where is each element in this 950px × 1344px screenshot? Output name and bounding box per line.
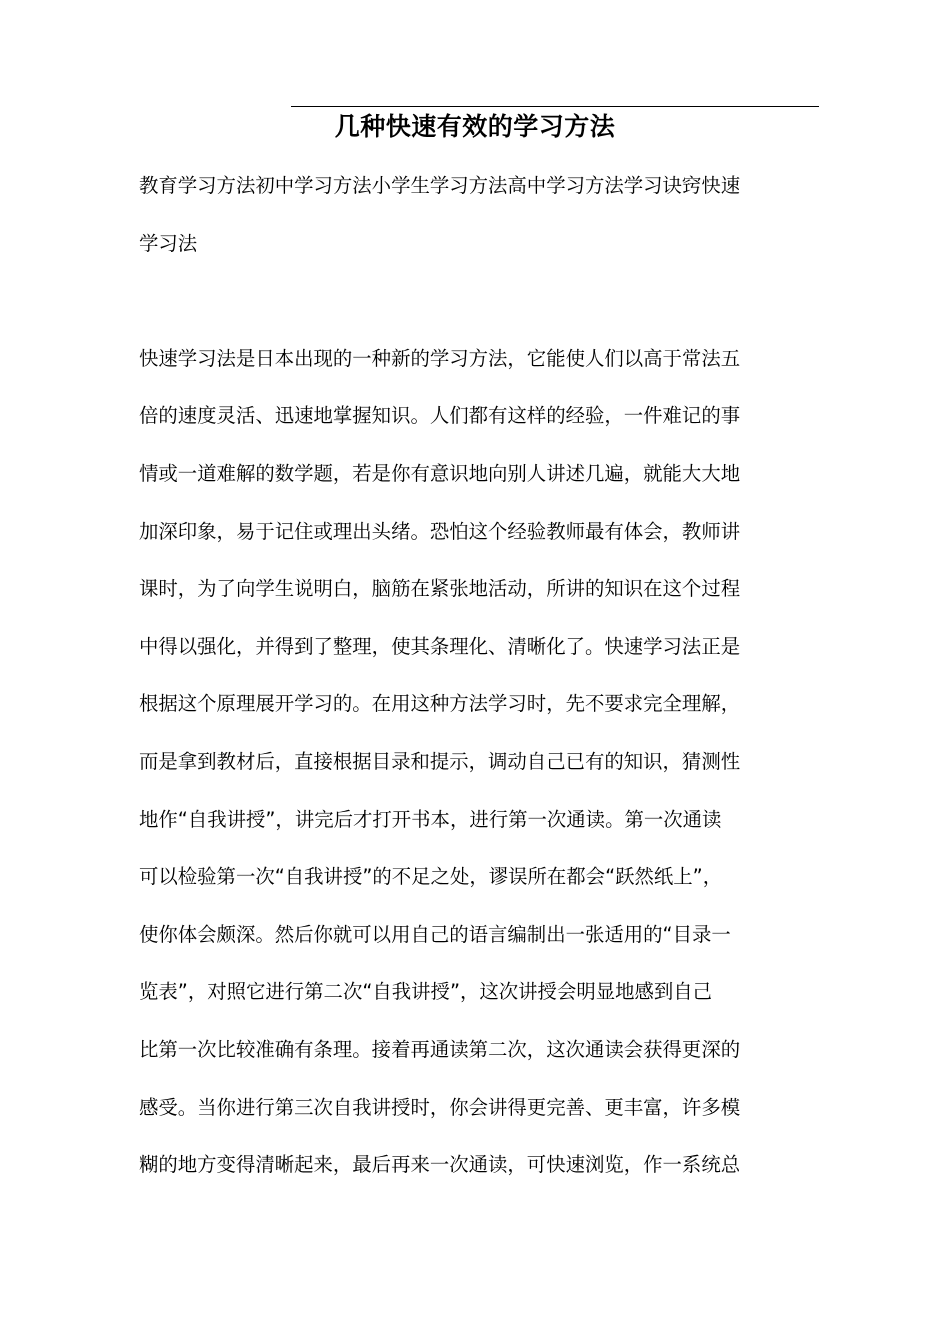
body-line: 加深印象，易于记住或理出头绪。恐怕这个经验教师最有体会，教师讲 [139, 519, 741, 543]
body-line: 可以检验第一次“自我讲授”的不足之处，谬误所在都会“跃然纸上”， [139, 865, 723, 889]
document-content [139, 157, 805, 1194]
page-title: 几种快速有效的学习方法 [334, 112, 616, 141]
tags-line: 学习法 [139, 231, 198, 255]
body-line: 倍的速度灵活、迅速地掌握知识。人们都有这样的经验，一件难记的事 [139, 404, 741, 428]
body-line: 使你体会颇深。然后你就可以用自己的语言编制出一张适用的“目录一 [139, 922, 731, 946]
body-line: 课时，为了向学生说明白，脑筋在紧张地活动，所讲的知识在这个过程 [139, 577, 741, 601]
body-line: 览表”，对照它进行第二次“自我讲授”，这次讲授会明显地感到自己 [139, 980, 713, 1004]
tags-line: 教育学习方法初中学习方法小学生学习方法高中学习方法学习诀窍快速 [139, 174, 741, 197]
body-line: 而是拿到教材后，直接根据目录和提示，调动自己已有的知识，猜测性 [139, 749, 741, 773]
body-line: 中得以强化，并得到了整理，使其条理化、清晰化了。快速学习法正是 [139, 634, 741, 658]
body-line: 情或一道难解的数学题，若是你有意识地向别人讲述几遍，就能大大地 [139, 461, 741, 485]
body-line: 糊的地方变得清晰起来，最后再来一次通读，可快速浏览，作一系统总 [139, 1153, 741, 1177]
paragraph-gap [139, 272, 805, 330]
body-line: 感受。当你进行第三次自我讲授时，你会讲得更完善、更丰富，许多模 [139, 1095, 741, 1119]
body-line: 比第一次比较准确有条理。接着再通读第二次，这次通读会获得更深的 [139, 1037, 741, 1061]
body-line: 根据这个原理展开学习的。在用这种方法学习时，先不要求完全理解， [139, 692, 741, 716]
header-rule [291, 106, 819, 107]
body-line: 快速学习法是日本出现的一种新的学习方法，它能使人们以高于常法五 [139, 346, 741, 370]
body-line: 地作“自我讲授”，讲完后才打开书本，进行第一次通读。第一次通读 [139, 807, 722, 831]
